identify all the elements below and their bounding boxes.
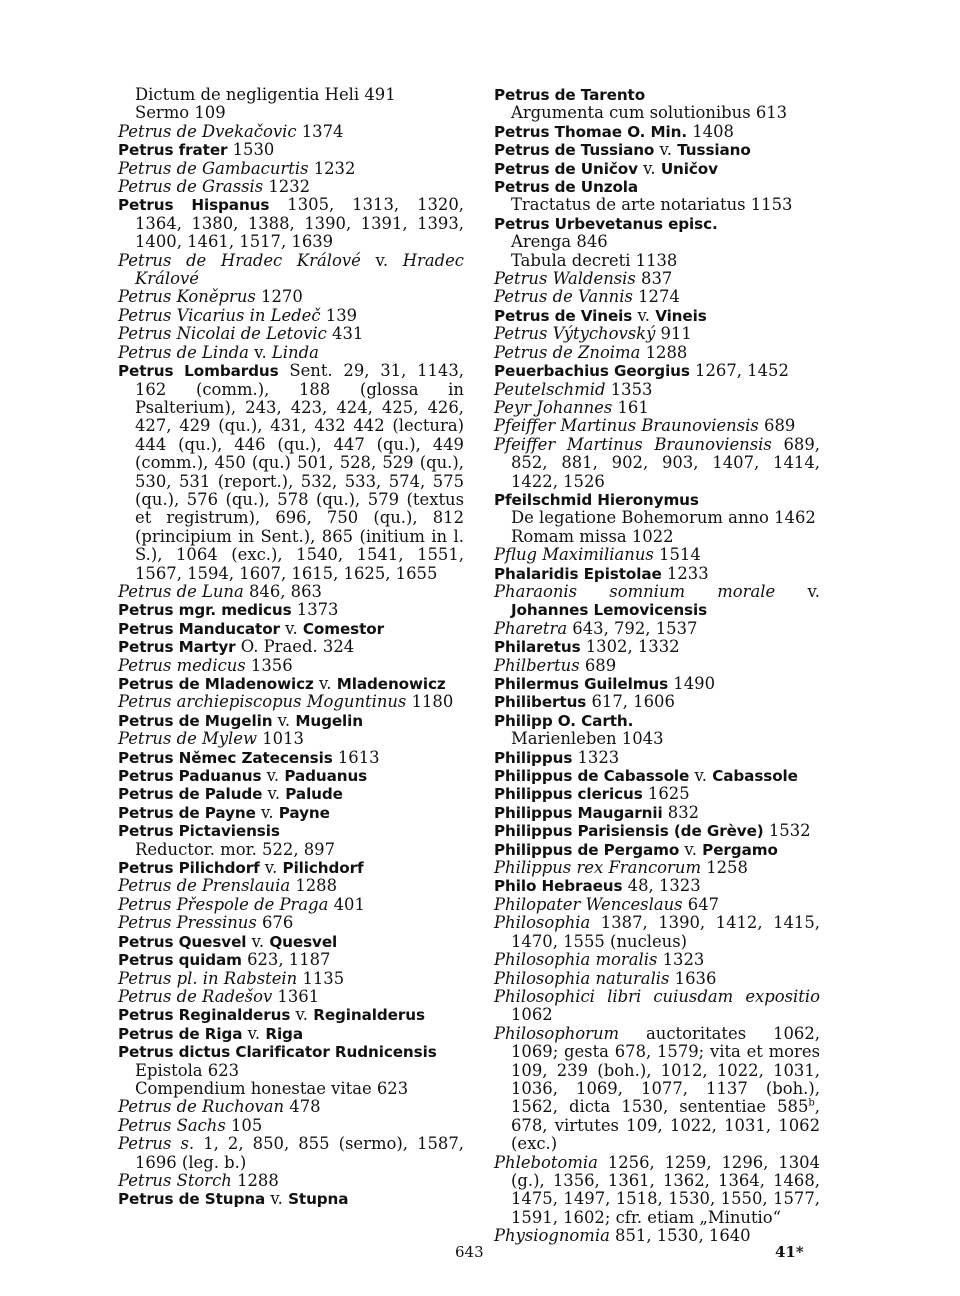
- index-entry: [494, 841, 820, 859]
- entry-title: Petrus de Gambacurtis: [118, 158, 309, 178]
- index-entry: [494, 767, 820, 785]
- index-entry: [494, 951, 820, 969]
- index-entry: [118, 822, 464, 840]
- index-entry: [494, 417, 820, 435]
- index-entry: [494, 638, 820, 656]
- index-entry: [494, 712, 820, 730]
- entry-heading: Stupna: [288, 1190, 349, 1209]
- entry-text: 1356: [245, 655, 293, 675]
- entry-title: Pharetra: [494, 618, 568, 638]
- entry-title: Pfeiffer Martinus Braunoviensis: [494, 434, 772, 454]
- entry-text: Compendium honestae vitae 623: [135, 1078, 409, 1098]
- entry-heading: Petrus de Stupna: [118, 1190, 266, 1209]
- index-entry: [494, 307, 820, 325]
- entry-text: v.: [248, 342, 272, 362]
- entry-heading: Petrus Thomae O. Min.: [494, 122, 688, 141]
- entry-title: Philippus rex Francorum: [494, 858, 701, 878]
- entry-heading: Pergamo: [702, 840, 778, 859]
- entry-heading: Peuerbachius Georgius: [494, 362, 690, 381]
- index-entry: [494, 988, 820, 1025]
- index-entry: [118, 1135, 464, 1172]
- index-entry: [118, 325, 464, 343]
- entry-text: 1258: [700, 858, 748, 878]
- index-entry: [118, 141, 464, 159]
- entry-title: Pfeiffer Martinus Braunoviensis: [494, 416, 759, 436]
- entry-heading: Petrus Urbevetanus episc.: [494, 214, 718, 233]
- entry-title: Petrus de Ruchovan: [118, 1097, 285, 1117]
- entry-heading: Phalaridis Epistolae: [494, 564, 662, 583]
- entry-text: v.: [255, 802, 279, 822]
- entry-text: Reductor. mor. 522, 897: [135, 839, 336, 859]
- entry-text: 1256, 1259, 1296, 1304 (g.), 1356, 1361, 1362, 1364, 1468, 1475, 1497, 1518, 1530, 1550, 1577, 1591, 1602; cfr. etiam „Minutio“: [511, 1152, 820, 1227]
- page-number: 643: [455, 1243, 484, 1261]
- entry-heading: Philippus clericus: [494, 785, 643, 804]
- entry-text: 1305, 1313, 1320, 1364, 1380, 1388, 1390, 1391, 1393, 1400, 1461, 1517, 1639: [135, 195, 465, 252]
- entry-heading: Petrus de Unzola: [494, 178, 639, 197]
- entry-title: Petrus de Linda: [118, 342, 249, 362]
- entry-text: 647: [682, 894, 720, 914]
- entry-heading: Riga: [265, 1024, 303, 1043]
- index-entry: [494, 675, 820, 693]
- entry-text: 401: [328, 894, 365, 914]
- index-entry: [494, 1154, 820, 1228]
- index-entry: [118, 841, 464, 859]
- index-entry: [118, 914, 464, 932]
- index-entry: [494, 288, 820, 306]
- entry-title: Petrus de Hradec Králové: [118, 250, 361, 270]
- entry-text: 1323: [572, 747, 620, 767]
- entry-heading: Comestor: [302, 619, 385, 638]
- entry-title: Petrus archiepiscopus Moguntinus: [118, 692, 407, 712]
- entry-text: Tractatus de arte notariatus 1153: [511, 195, 793, 215]
- entry-text: 48, 1323: [622, 876, 701, 896]
- entry-heading: Reginalderus: [313, 1006, 425, 1025]
- entry-heading: Philo Hebraeus: [494, 877, 623, 896]
- entry-heading: Petrus de Tarento: [494, 86, 646, 104]
- entry-text: 617, 1606: [586, 692, 675, 712]
- entry-heading: Petrus mgr. medicus: [118, 601, 292, 620]
- entry-heading: Philippus Maugarnii: [494, 803, 663, 822]
- entry-text: 1062: [511, 1005, 553, 1025]
- entry-heading: Philippus de Cabassole: [494, 767, 690, 786]
- right-index-column: [494, 86, 820, 1246]
- entry-title: Petrus medicus: [118, 655, 246, 675]
- index-entry: [494, 270, 820, 288]
- entry-text: 832: [662, 802, 700, 822]
- entry-heading: Mladenowicz: [336, 675, 446, 693]
- index-entry: [494, 693, 820, 711]
- entry-title: Philopater Wenceslaus: [494, 894, 683, 914]
- entry-text: 1288: [231, 1170, 279, 1190]
- entry-title: Petrus s.: [118, 1134, 195, 1154]
- entry-title: Petrus Přespole de Praga: [118, 894, 329, 914]
- signature-mark: 41*: [775, 1243, 804, 1261]
- entry-heading: Uničov: [660, 159, 718, 178]
- entry-text: 1288: [290, 876, 338, 896]
- index-entry: [118, 749, 464, 767]
- index-entry: [118, 1190, 464, 1208]
- entry-heading: Philipp O. Carth.: [494, 711, 634, 730]
- entry-heading: Petrus de Riga: [118, 1024, 243, 1043]
- entry-title: Petrus Výtychovský: [494, 324, 656, 344]
- index-entry: [118, 1006, 464, 1024]
- index-entry: [494, 215, 820, 233]
- index-entry: [494, 123, 820, 141]
- index-entry: [494, 914, 820, 951]
- index-entry: [118, 675, 464, 693]
- entry-text: Sent. 29, 31, 1143, 162 (comm.), 188 (glossa in Psalterium), 243, 423, 424, 425, 426, 427, 429 (qu.), 431, 432 442 (lectura) 444 (qu.), 446 (qu.), 447 (qu.), 449 (comm.), 450 (qu.) 501, 528, 529 (qu.), 530, 531 (report.), 532, 533, 574, 575 (qu.), 576 (qu.), 578 (qu.), 579 (textus et registrum), 696, 750 (qu.), 812 (principium in Sent.), 865 (initium in l. S.), 1064 (exc.), 1540, 1541, 1551, 1567, 1594, 1607, 1615, 1625, 1655: [135, 361, 464, 583]
- entry-text: O. Praed. 324: [235, 637, 355, 657]
- entry-text: 1373: [291, 600, 339, 620]
- entry-text: 1232: [308, 158, 356, 178]
- entry-text: v.: [259, 858, 283, 878]
- entry-title: Philbertus: [494, 655, 580, 675]
- entry-title: Petrus de Dvekačovic: [118, 121, 297, 141]
- entry-text: 478: [284, 1097, 321, 1117]
- entry-heading: Petrus Quesvel: [118, 932, 247, 951]
- entry-heading: Payne: [278, 803, 330, 822]
- entry-text: 1288: [640, 342, 688, 362]
- index-entry: [494, 730, 820, 748]
- index-entry: [494, 896, 820, 914]
- index-entry: [118, 988, 464, 1006]
- entry-text: 1233: [661, 563, 709, 583]
- entry-heading: Quesvel: [269, 932, 338, 951]
- index-entry: [118, 657, 464, 675]
- index-entry: [118, 252, 464, 289]
- entry-text: 1267, 1452: [689, 361, 789, 381]
- entry-title: Hradec Králové: [135, 250, 464, 289]
- entry-text: 1323: [657, 950, 705, 970]
- index-entry: [494, 1025, 820, 1154]
- entry-heading: Philippus Parisiensis (de Grève): [494, 822, 764, 841]
- entry-text: 1613: [332, 747, 380, 767]
- entry-title: Philosophorum: [494, 1023, 620, 1043]
- entry-title: Pflug Maximilianus: [494, 545, 654, 565]
- entry-heading: Philibertus: [494, 693, 587, 712]
- entry-text: v.: [246, 931, 270, 951]
- entry-heading: Palude: [285, 785, 343, 804]
- entry-title: Peyr Johannes: [494, 397, 613, 417]
- index-entry: [494, 141, 820, 159]
- entry-title: Petrus de Grassis: [118, 177, 264, 197]
- index-entry: [494, 749, 820, 767]
- index-entry: [118, 123, 464, 141]
- entry-text: 1532: [763, 821, 811, 841]
- index-entry: [118, 307, 464, 325]
- entry-heading: Petrus Paduanus: [118, 767, 262, 786]
- entry-heading: Petrus de Mugelin: [118, 711, 273, 730]
- entry-heading: Philippus de Pergamo: [494, 840, 680, 859]
- entry-heading: Johannes Lemovicensis: [511, 601, 708, 620]
- index-entry: [118, 693, 464, 711]
- index-entry: [494, 86, 820, 104]
- entry-text: 161: [612, 397, 649, 417]
- index-entry: [494, 325, 820, 343]
- entry-text: 1530: [227, 140, 275, 160]
- index-entry: [494, 657, 820, 675]
- entry-text: v.: [654, 140, 678, 160]
- entry-text: 689, 852, 881, 902, 903, 1407, 1414, 1422, 1526: [511, 434, 820, 491]
- entry-title: Physiognomia: [494, 1226, 610, 1246]
- entry-text: 1374: [296, 121, 344, 141]
- index-entry: [494, 583, 820, 620]
- index-entry: [494, 822, 820, 840]
- index-entry: [118, 1172, 464, 1190]
- index-entry: [494, 859, 820, 877]
- entry-text: 643, 792, 1537: [567, 618, 698, 638]
- entry-heading: Petrus Hispanus: [118, 196, 270, 215]
- entry-heading: Petrus Reginalderus: [118, 1006, 291, 1025]
- index-entry: [118, 877, 464, 895]
- index-entry: [118, 583, 464, 601]
- index-entry: [494, 546, 820, 564]
- entry-text: v.: [279, 618, 303, 638]
- entry-title: Phlebotomia: [494, 1152, 598, 1172]
- entry-heading: Paduanus: [284, 767, 368, 786]
- index-entry: [118, 712, 464, 730]
- index-entry: [118, 933, 464, 951]
- index-entry: [118, 785, 464, 803]
- entry-text: v.: [272, 710, 296, 730]
- entry-heading: Philaretus: [494, 638, 581, 657]
- entry-text: v.: [242, 1023, 266, 1043]
- entry-heading: Petrus de Mladenowicz: [118, 675, 314, 693]
- index-entry: [118, 196, 464, 251]
- index-entry: [118, 1117, 464, 1135]
- entry-text: 105: [225, 1115, 263, 1135]
- entry-title: Petrus Sachs: [118, 1115, 226, 1135]
- entry-text: Epistola 623: [135, 1060, 240, 1080]
- entry-heading: Petrus quidam: [118, 951, 242, 970]
- entry-text: v.: [632, 305, 656, 325]
- entry-text: Sermo 109: [135, 103, 226, 123]
- entry-text: 139: [320, 305, 358, 325]
- entry-heading: Mugelin: [295, 711, 363, 730]
- entry-text: 851, 1530, 1640: [609, 1226, 751, 1246]
- entry-text: v.: [679, 839, 703, 859]
- entry-text: 1302, 1332: [580, 637, 680, 657]
- entry-text: Marienleben 1043: [511, 729, 664, 749]
- entry-heading: Pilichdorf: [282, 859, 364, 878]
- entry-text: 1, 2, 850, 855 (sermo), 1587, 1696 (leg. b.): [135, 1134, 464, 1172]
- entry-title: Petrus Waldensis: [494, 269, 636, 289]
- index-entry: [494, 381, 820, 399]
- entry-title: Petrus de Vannis: [494, 287, 633, 307]
- entry-title: Pharaonis somnium morale: [494, 581, 776, 601]
- index-entry: [494, 1227, 820, 1245]
- index-entry: [494, 178, 820, 196]
- entry-heading: Vineis: [655, 306, 707, 325]
- index-entry: [494, 877, 820, 895]
- index-entry: [118, 896, 464, 914]
- entry-text: v.: [261, 766, 285, 786]
- index-entry: [118, 288, 464, 306]
- entry-text: 1408: [687, 121, 734, 141]
- entry-heading: Petrus frater: [118, 141, 228, 160]
- entry-text: v.: [637, 158, 661, 178]
- entry-text: De legatione Bohemorum anno 1462: [511, 508, 816, 528]
- entry-title: Petrus Vicarius in Ledeč: [118, 305, 321, 325]
- entry-text: Romam missa 1022: [511, 526, 674, 546]
- entry-title: Petrus Koněprus: [118, 287, 256, 307]
- index-entry: [118, 620, 464, 638]
- entry-text: v.: [775, 581, 821, 601]
- entry-heading: Petrus Martyr: [118, 638, 236, 657]
- index-entry: [494, 970, 820, 988]
- index-entry: [118, 638, 464, 656]
- entry-heading: Petrus Němec Zatecensis: [118, 748, 333, 767]
- entry-text: Arenga 846: [511, 232, 608, 252]
- entry-text: 837: [635, 269, 673, 289]
- index-entry: [494, 528, 820, 546]
- entry-heading: Petrus de Palude: [118, 785, 263, 804]
- entry-heading: Tussiano: [677, 141, 751, 160]
- index-entry: [494, 362, 820, 380]
- entry-title: Petrus Nicolai de Letovic: [118, 324, 327, 344]
- entry-title: Peutelschmid: [494, 379, 606, 399]
- entry-text: 1361: [272, 986, 320, 1006]
- entry-text: 1274: [632, 287, 680, 307]
- index-entry: [494, 196, 820, 214]
- entry-text: , 678, virtutes 109, 1022, 1031, 1062 (exc.): [511, 1097, 820, 1154]
- index-entry: [118, 951, 464, 969]
- index-entry: [118, 160, 464, 178]
- entry-title: Petrus de Znoima: [494, 342, 641, 362]
- index-entry: [118, 804, 464, 822]
- entry-heading: Philippus: [494, 748, 573, 767]
- entry-title: Petrus Pressinus: [118, 913, 257, 933]
- entry-text: 689: [758, 416, 796, 436]
- index-entry: [118, 1062, 464, 1080]
- entry-text: Dictum de negligentia Heli 491: [135, 85, 396, 104]
- index-entry: [494, 785, 820, 803]
- entry-heading: Petrus Lombardus: [118, 362, 279, 381]
- entry-heading: Petrus de Tussiano: [494, 141, 655, 160]
- entry-text: 1232: [263, 177, 311, 197]
- left-index-column: [118, 86, 464, 1209]
- entry-heading: Petrus Pilichdorf: [118, 859, 260, 878]
- entry-title: Philosophici libri cuiusdam expositio: [494, 986, 820, 1006]
- index-entry: [494, 804, 820, 822]
- entry-heading: Petrus dictus Clarificator Rudnicensis: [118, 1043, 437, 1062]
- index-entry: [118, 104, 464, 122]
- index-entry: [494, 399, 820, 417]
- index-entry: [494, 252, 820, 270]
- entry-title: Petrus de Prenslauia: [118, 876, 291, 896]
- entry-text: Tabula decreti 1138: [511, 250, 678, 270]
- index-entry: [118, 1080, 464, 1098]
- entry-text: v.: [262, 784, 286, 804]
- entry-title: Petrus pl. in Rabstein: [118, 968, 298, 988]
- index-entry: [494, 620, 820, 638]
- entry-text: 1636: [669, 968, 717, 988]
- index-entry: [494, 491, 820, 509]
- entry-title: Philosophia: [494, 913, 591, 933]
- entry-heading: Petrus Manducator: [118, 619, 280, 638]
- entry-text: 1490: [668, 674, 716, 693]
- entry-text: 1270: [255, 287, 303, 307]
- entry-heading: Pfeilschmid Hieronymus: [494, 490, 699, 509]
- entry-text: 623, 1187: [241, 950, 331, 970]
- index-entry: [494, 436, 820, 491]
- entry-heading: Petrus de Uničov: [494, 159, 638, 178]
- index-entry: [494, 233, 820, 251]
- entry-title: Petrus de Radešov: [118, 986, 273, 1006]
- index-entry: [494, 160, 820, 178]
- index-entry: [118, 601, 464, 619]
- entry-text: 1514: [653, 545, 701, 565]
- entry-text: 689: [579, 655, 617, 675]
- entry-title: Philosophia moralis: [494, 950, 658, 970]
- entry-text: 846, 863: [243, 581, 322, 601]
- entry-text: b: [808, 1097, 815, 1109]
- index-entry: [118, 344, 464, 362]
- index-entry: [118, 767, 464, 785]
- entry-text: 911: [655, 324, 692, 344]
- entry-title: Linda: [271, 342, 319, 362]
- index-entry: [494, 509, 820, 527]
- index-entry: [118, 362, 464, 583]
- index-entry: [118, 1098, 464, 1116]
- index-entry: [494, 104, 820, 122]
- index-entry: [118, 178, 464, 196]
- entry-text: v.: [360, 250, 403, 270]
- entry-text: 1135: [297, 968, 345, 988]
- entry-title: Petrus de Mylew: [118, 729, 258, 749]
- entry-text: 431: [326, 324, 364, 344]
- entry-title: Petrus de Luna: [118, 581, 244, 601]
- entry-text: 676: [256, 913, 294, 933]
- entry-text: v.: [290, 1005, 314, 1025]
- entry-text: 1353: [605, 379, 653, 399]
- entry-title: Philosophia naturalis: [494, 968, 670, 988]
- entry-text: 1180: [406, 692, 454, 712]
- index-entry: [494, 565, 820, 583]
- entry-text: Argumenta cum solutionibus 613: [511, 103, 788, 123]
- index-entry: [118, 86, 464, 104]
- entry-heading: Petrus Pictaviensis: [118, 822, 280, 841]
- entry-text: auctoritates 1062, 1069; gesta 678, 1579; vita et mores 109, 239 (boh.), 1012, 1022, 1031, 1036, 1069, 1077, 1137 (boh.), 1562, dicta 1530, sententiae 585: [511, 1023, 820, 1117]
- entry-heading: Cabassole: [712, 767, 798, 786]
- entry-text: v.: [265, 1189, 289, 1209]
- entry-heading: Petrus de Payne: [118, 803, 256, 822]
- index-entry: [494, 344, 820, 362]
- entry-title: Petrus Storch: [118, 1170, 232, 1190]
- entry-text: v.: [313, 674, 337, 693]
- index-entry: [118, 1025, 464, 1043]
- index-entry: [118, 970, 464, 988]
- entry-heading: Philermus Guilelmus: [494, 675, 669, 693]
- index-entry: [118, 730, 464, 748]
- index-entry: [118, 1043, 464, 1061]
- entry-heading: Petrus de Vineis: [494, 306, 633, 325]
- entry-text: 1387, 1390, 1412, 1415, 1470, 1555 (nucleus): [511, 913, 820, 951]
- entry-text: 1013: [257, 729, 304, 749]
- entry-text: v.: [689, 766, 713, 786]
- entry-text: 1625: [642, 784, 690, 804]
- index-entry: [118, 859, 464, 877]
